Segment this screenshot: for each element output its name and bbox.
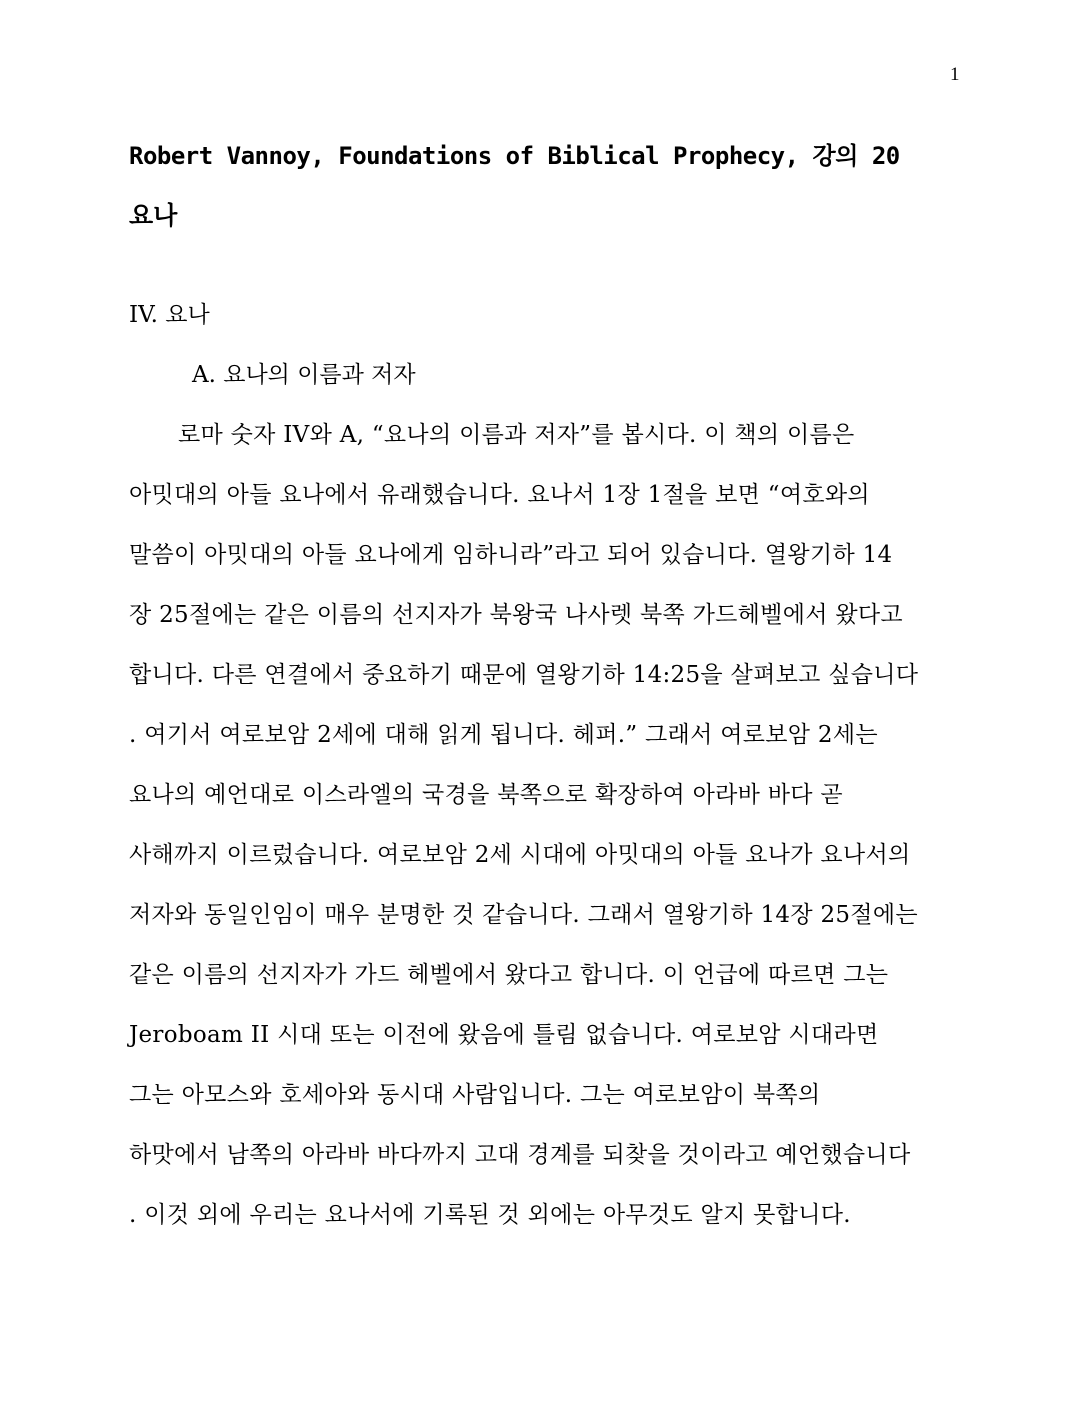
body-line: 그는 아모스와 호세아와 동시대 사람입니다. 그는 여로보암이 북쪽의 (129, 1082, 821, 1108)
body-line: 요나의 예언대로 이스라엘의 국경을 북쪽으로 확장하여 아라바 바다 곧 (129, 782, 843, 808)
body-line: . 여기서 여로보암 2세에 대해 읽게 됩니다. 헤퍼.” 그래서 여로보암 2세는 (129, 722, 878, 748)
body-line: 하맛에서 남쪽의 아라바 바다까지 고대 경계를 되찾을 것이라고 예언했습니다 (129, 1142, 911, 1168)
body-line: Jeroboam II 시대 또는 이전에 왔음에 틀림 없습니다. 여로보암 시대라면 (129, 1022, 879, 1048)
body-line: . 이것 외에 우리는 요나서에 기록된 것 외에는 아무것도 알지 못합니다. (129, 1202, 851, 1228)
body-line: 저자와 동일인임이 매우 분명한 것 같습니다. 그래서 열왕기하 14장 25절에는 (129, 902, 918, 928)
body-line: 합니다. 다른 연결에서 중요하기 때문에 열왕기하 14:25을 살펴보고 싶습니다 (129, 662, 919, 688)
body-line: 아밋대의 아들 요나에서 유래했습니다. 요나서 1장 1절을 보면 “여호와의 (129, 482, 870, 508)
body-line: 장 25절에는 같은 이름의 선지자가 북왕국 나사렛 북쪽 가드헤벨에서 왔다고 (129, 602, 903, 628)
document-subtitle: 요나 (129, 201, 178, 230)
body-line: 로마 숫자 IV와 A, “요나의 이름과 저자”를 봅시다. 이 책의 이름은 (178, 422, 855, 448)
document-title: Robert Vannoy, Foundations of Biblical Prophecy, 강의 20 (129, 142, 900, 170)
body-line: 사해까지 이르렀습니다. 여로보암 2세 시대에 아밋대의 아들 요나가 요나서의 (129, 842, 911, 868)
body-line: 같은 이름의 선지자가 가드 헤벨에서 왔다고 합니다. 이 언급에 따르면 그는 (129, 962, 889, 988)
body-line: 말씀이 아밋대의 아들 요나에게 임하니라”라고 되어 있습니다. 열왕기하 14 (129, 542, 893, 568)
outline-section-heading: IV. 요나 (129, 302, 210, 328)
outline-subsection-heading: A. 요나의 이름과 저자 (192, 362, 416, 388)
page-number: 1 (950, 64, 960, 85)
